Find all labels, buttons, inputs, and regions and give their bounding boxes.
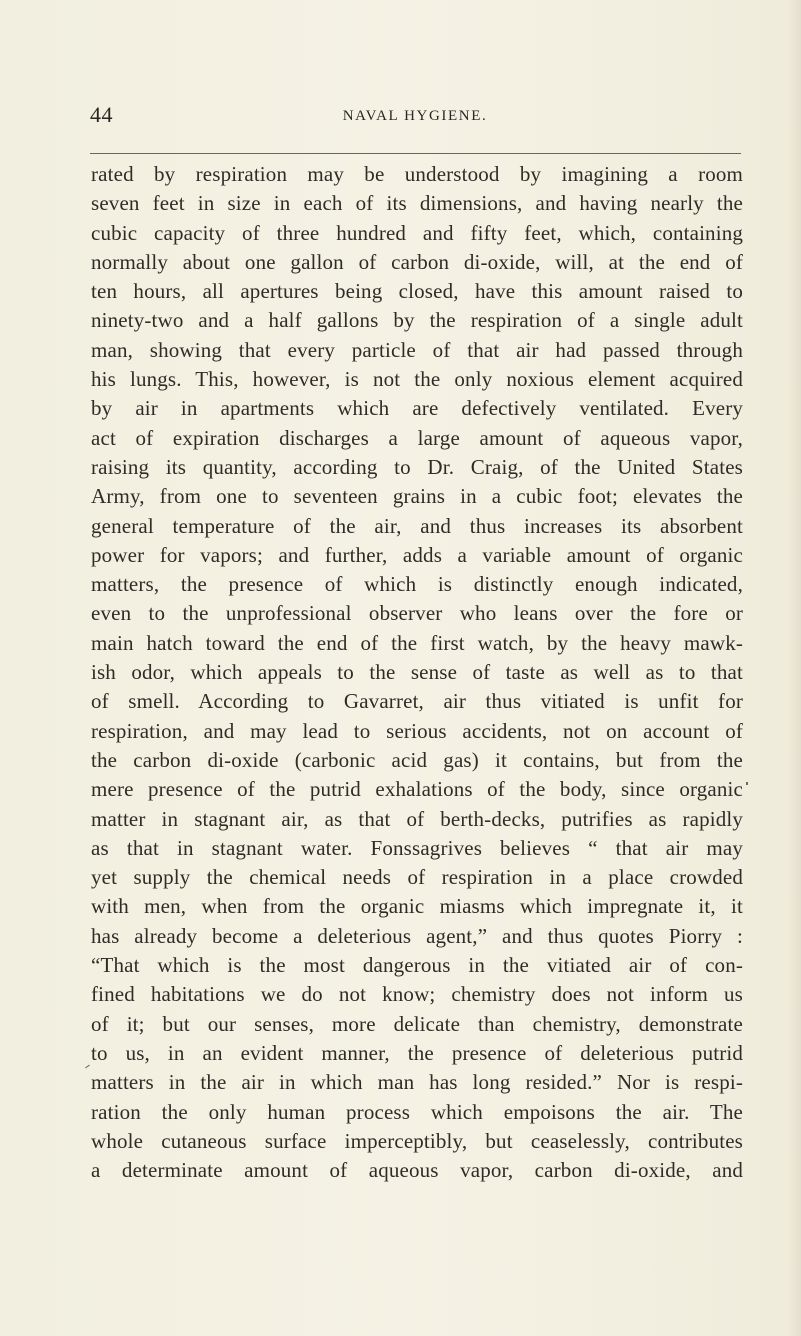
text-line: has already become a deleterious agent,” and thus quotes Piorry :: [91, 923, 743, 948]
header-rule: [90, 153, 741, 154]
text-line: seven feet in size in each of its dimensions, and having nearly the: [91, 191, 743, 216]
text-line: fined habitations we do not know; chemistry does not inform us: [91, 982, 743, 1007]
text-line: to us, in an evident manner, the presence of deleterious putrid: [91, 1040, 743, 1065]
text-line: respiration, and may lead to serious accidents, not on account of: [91, 718, 743, 743]
text-line: ten hours, all apertures being closed, have this amount raised to: [91, 279, 743, 304]
text-line: whole cutaneous surface imperceptibly, but ceaselessly, contributes: [91, 1128, 743, 1153]
running-head: NAVAL HYGIENE.: [342, 108, 488, 124]
text-line: the carbon di-oxide (carbonic acid gas) it contains, but from the: [91, 747, 743, 772]
text-line: raising its quantity, according to Dr. Craig, of the United States: [91, 454, 743, 479]
page-number: 44: [90, 102, 113, 127]
stray-print-mark: [85, 1065, 90, 1069]
text-line: normally about one gallon of carbon di-oxide, will, at the end of: [91, 249, 743, 274]
text-line: of it; but our senses, more delicate than chemistry, demonstrate: [91, 1011, 743, 1036]
text-line: rated by respiration may be understood by imagining a room: [91, 162, 743, 186]
text-line: main hatch toward the end of the first watch, by the heavy mawk-: [91, 630, 743, 655]
text-line: Army, from one to seventeen grains in a cubic foot; elevates the: [91, 484, 743, 509]
text-line: matters, the presence of which is distinctly enough indicated,: [91, 572, 743, 597]
text-line: cubic capacity of three hundred and fifty feet, which, containing: [91, 220, 743, 245]
text-line: general temperature of the air, and thus increases its absorbent: [91, 513, 743, 538]
text-line: matter in stagnant air, as that of berth-decks, putrifies as rapidly: [91, 806, 743, 831]
text-line: with men, when from the organic miasms which impregnate it, it: [91, 894, 743, 919]
text-line: a determinate amount of aqueous vapor, carbon di-oxide, and: [91, 1158, 743, 1183]
text-line: power for vapors; and further, adds a variable amount of organic: [91, 542, 743, 567]
page-header: [90, 102, 740, 136]
page-edge-shadow: [787, 0, 801, 1336]
text-line: “That which is the most dangerous in the vitiated air of con-: [91, 953, 743, 978]
text-line: mere presence of the putrid exhalations of the body, since organic: [91, 777, 743, 802]
text-line: yet supply the chemical needs of respiration in a place crowded: [91, 865, 743, 890]
text-line: ration the only human process which empoisons the air. The: [91, 1099, 743, 1124]
text-line: act of expiration discharges a large amount of aqueous vapor,: [91, 425, 743, 450]
text-line: even to the unprofessional observer who leans over the fore or: [91, 601, 743, 626]
text-line: ninety-two and a half gallons by the respiration of a single adult: [91, 308, 743, 333]
text-line: matters in the air in which man has long resided.” Nor is respi-: [91, 1070, 743, 1095]
text-line: of smell. According to Gavarret, air thus vitiated is unfit for: [91, 689, 743, 714]
text-line: ish odor, which appeals to the sense of taste as well as to that: [91, 660, 743, 685]
body-text: [91, 160, 743, 1185]
text-line: his lungs. This, however, is not the only noxious element acquired: [91, 367, 743, 392]
text-line: as that in stagnant water. Fonssagrives believes “ that air may: [91, 835, 743, 860]
text-line: by air in apartments which are defectively ventilated. Every: [91, 396, 743, 421]
text-line: man, showing that every particle of that air had passed through: [91, 337, 743, 362]
stray-print-mark: [746, 782, 748, 785]
